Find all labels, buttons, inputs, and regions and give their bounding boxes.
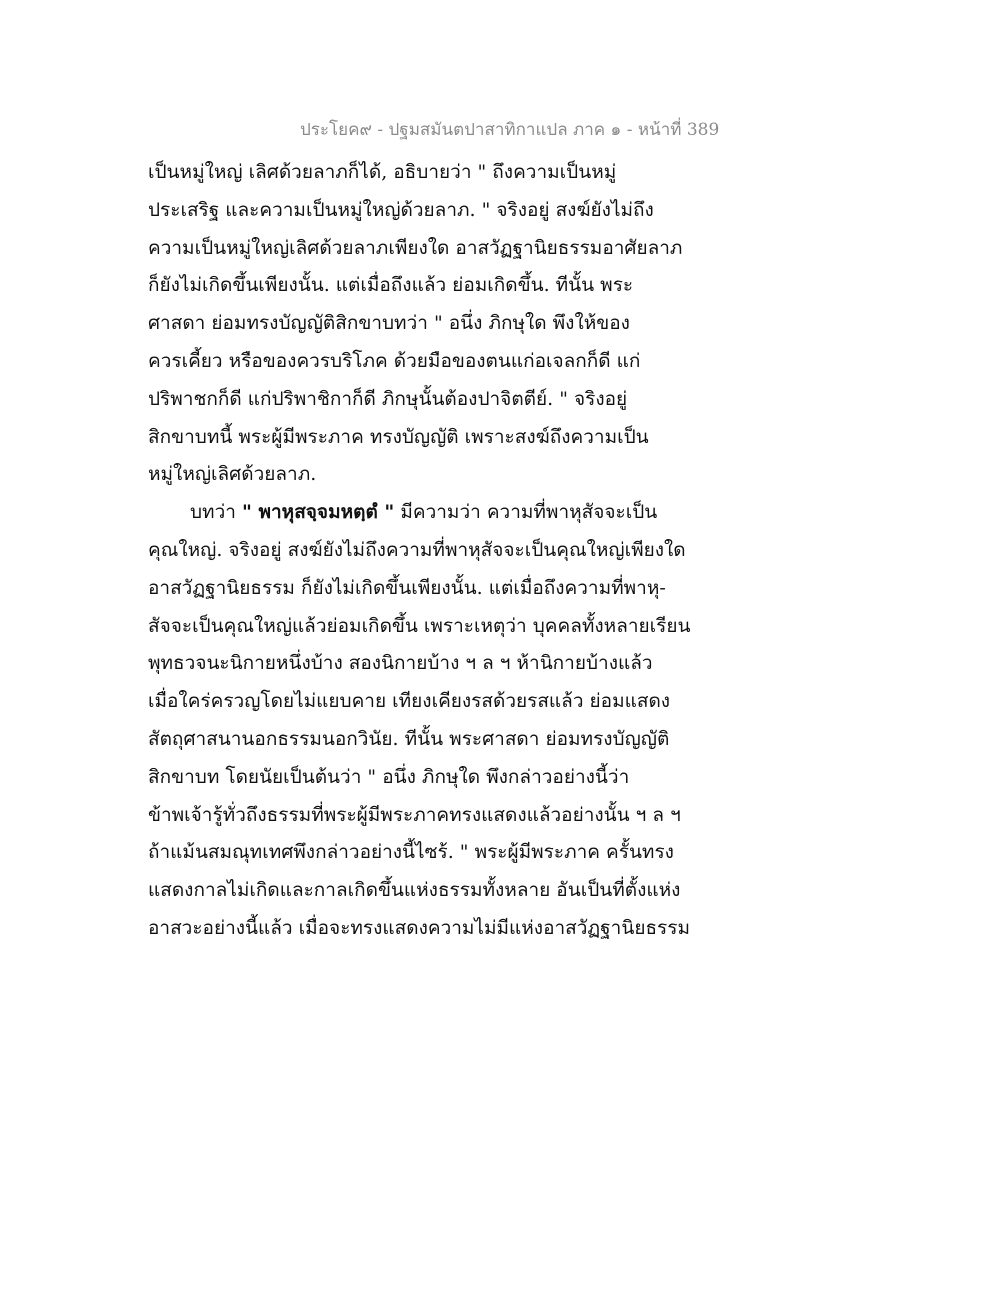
text-line: ข้าพเจ้ารู้ทั่วถึงธรรมที่พระผู้มีพระภาคทรงแสดงแล้วอย่างนั้น ฯ ล ฯ — [148, 803, 681, 826]
text-line: ความเป็นหมู่ใหญ่เลิศด้วยลาภเพียงใด อาสวัฏฐานิยธรรมอาศัยลาภ — [148, 236, 683, 259]
text-line: คุณใหญ่. จริงอยู่ สงฆ์ยังไม่ถึงความที่พาหุสัจจะเป็นคุณใหญ่เพียงใด — [148, 538, 686, 561]
bold-term: " พาหุสจฺจมหตฺตํ " — [241, 501, 395, 524]
text-line: สิกขาบทนี้ พระผู้มีพระภาค ทรงบัญญัติ เพราะสงฆ์ถึงความเป็น — [148, 425, 649, 448]
running-header: ประโยค๙ - ปฐมสมันตปาสาทิกาแปล ภาค ๑ - หน้าที่ 389 — [300, 120, 720, 140]
text-line: สัจจะเป็นคุณใหญ่แล้วย่อมเกิดขึ้น เพราะเหตุว่า บุคคลทั้งหลายเรียน — [148, 614, 691, 637]
text-line: เป็นหมู่ใหญ่ เลิศด้วยลาภก็ได้, อธิบายว่า " ถึงความเป็นหมู่ — [148, 161, 617, 183]
text-line: แสดงกาลไม่เกิดและกาลเกิดขึ้นแห่งธรรมทั้งหลาย อันเป็นที่ตั้งแห่ง — [148, 879, 681, 902]
text-line: ปริพาชกก็ดี แก่ปริพาชิกาก็ดี ภิกษุนั้นต้องปาจิตตีย์. " จริงอยู่ — [148, 387, 628, 410]
text-line: ก็ยังไม่เกิดขึ้นเพียงนั้น. แต่เมื่อถึงแล้ว ย่อมเกิดขึ้น. ทีนั้น พระ — [148, 274, 634, 297]
text-line: อาสวะอย่างนี้แล้ว เมื่อจะทรงแสดงความไม่มีแห่งอาสวัฏฐานิยธรรม — [148, 916, 690, 939]
body-text — [148, 154, 691, 948]
text-line: ศาสดา ย่อมทรงบัญญัติสิกขาบทว่า " อนึ่ง ภิกษุใด พึงให้ของ — [148, 312, 630, 335]
paragraph-lead-rest: มีความว่า ความที่พาหุสัจจะเป็น — [394, 501, 658, 524]
text-line: สิกขาบท โดยนัยเป็นต้นว่า " อนึ่ง ภิกษุใด พึงกล่าวอย่างนี้ว่า — [148, 765, 630, 788]
paragraph-lead: บทว่า — [190, 501, 242, 524]
text-line: ควรเคี้ยว หรือของควรบริโภค ด้วยมือของตนแก่อเจลกก็ดี แก่ — [148, 349, 641, 372]
text-line: ประเสริฐ และความเป็นหมู่ใหญ่ด้วยลาภ. " จริงอยู่ สงฆ์ยังไม่ถึง — [148, 198, 654, 221]
paragraph-first-line — [148, 494, 678, 532]
text-line: พุทธวจนะนิกายหนึ่งบ้าง สองนิกายบ้าง ฯ ล ฯ ห้านิกายบ้างแล้ว — [148, 652, 653, 675]
text-line: หมู่ใหญ่เลิศด้วยลาภ. — [148, 463, 317, 486]
text-line: สัตถุศาสนานอกธรรมนอกวินัย. ทีนั้น พระศาสดา ย่อมทรงบัญญัติ — [148, 727, 670, 750]
text-line: อาสวัฏฐานิยธรรม ก็ยังไม่เกิดขึ้นเพียงนั้น. แต่เมื่อถึงความที่พาหุ- — [148, 576, 666, 599]
text-line: เมื่อใคร่ครวญโดยไม่แยบคาย เทียงเคียงรสด้วยรสแล้ว ย่อมแสดง — [148, 690, 671, 713]
text-line: ถ้าแม้นสมณุทเทศพึงกล่าวอย่างนี้ไซร้. " พระผู้มีพระภาค ครั้นทรง — [148, 841, 674, 864]
